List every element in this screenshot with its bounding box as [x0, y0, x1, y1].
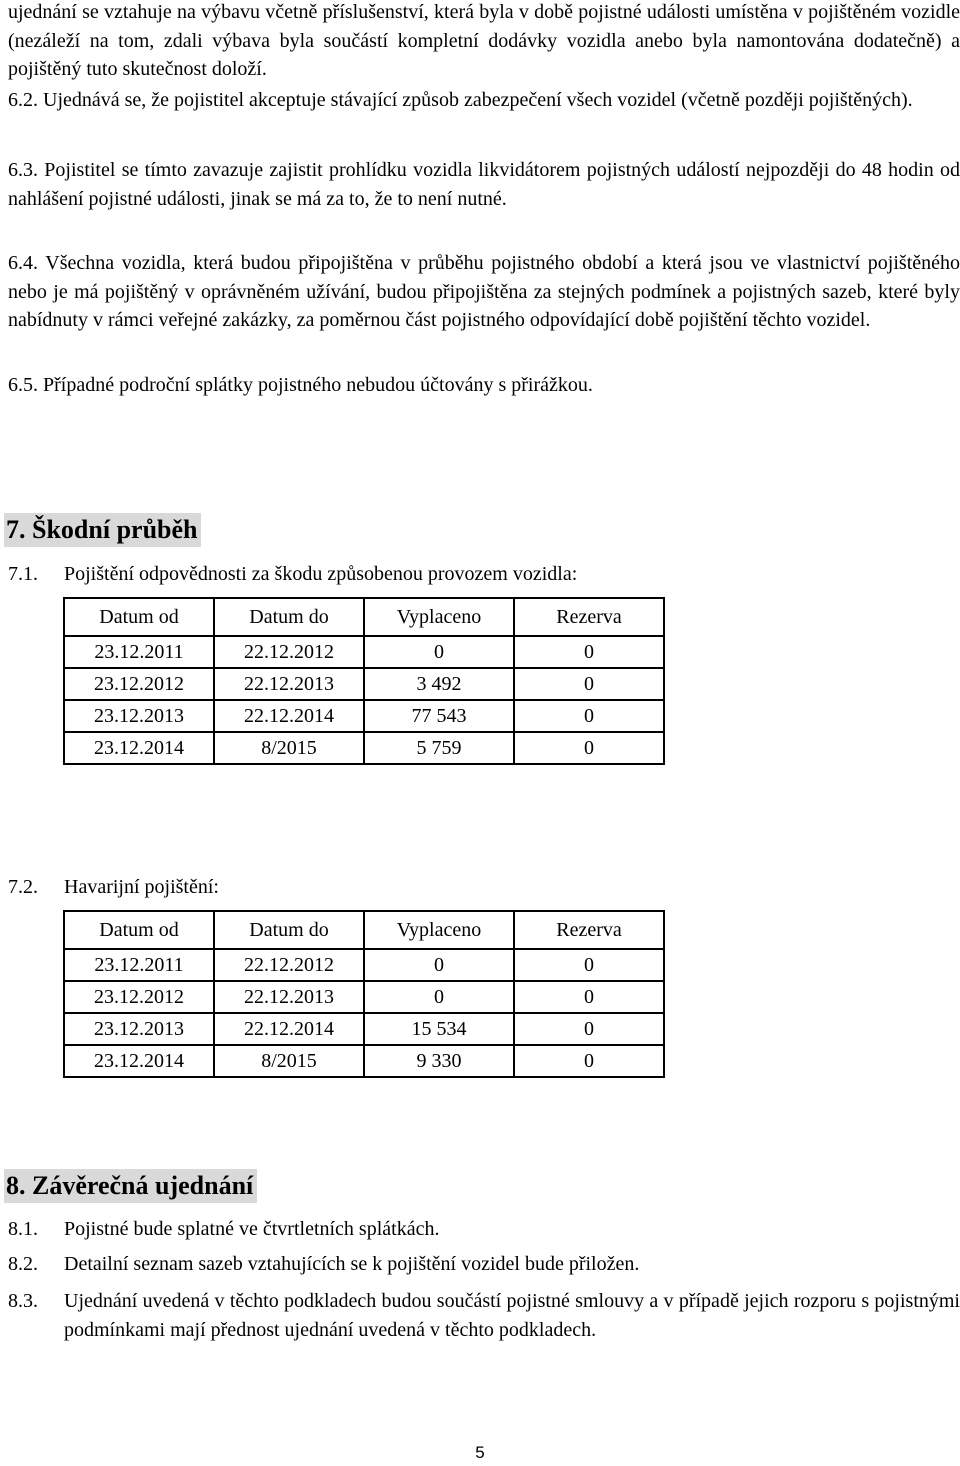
- table-row: [64, 668, 664, 700]
- column-header: Rezerva: [514, 911, 664, 949]
- paragraph-6-4: [8, 249, 960, 335]
- table-cell: 22.12.2014: [214, 1013, 364, 1045]
- subsection-7-1: [8, 560, 960, 589]
- table-cell: 0: [514, 981, 664, 1013]
- subsection-7-2: [8, 873, 960, 902]
- table-cell: 0: [514, 1013, 664, 1045]
- section-heading-7: 7. Škodní průběh: [4, 513, 201, 547]
- paragraph-text: Ujednání uvedená v těchto podkladech budou součástí pojistné smlouvy a v případě jejich rozporu s pojistnými podmínkami mají přednost ujednání uvedená v těchto podkladech.: [64, 1290, 960, 1341]
- paragraph-6-5: [8, 371, 960, 400]
- table-liability-claims: [63, 597, 665, 765]
- table-cell: 77 543: [364, 700, 514, 732]
- paragraph-number: 8.2.: [8, 1253, 38, 1275]
- table-cell: 0: [514, 636, 664, 668]
- paragraph-text: Případné področní splátky pojistného nebudou účtovány s přirážkou.: [43, 374, 593, 396]
- paragraph-text: Pojistné bude splatné ve čtvrtletních splátkách.: [64, 1218, 440, 1240]
- table-header-row: [64, 911, 664, 949]
- paragraph-number: 6.2.: [8, 89, 38, 111]
- paragraph-text: Všechna vozidla, která budou připojištěna v průběhu pojistného období a která jsou ve vlastnictví pojištěného nebo je má pojištěný v oprávněném užívání, budou připojištěna za stejných podmínek a pojistných sazeb, které byly nabídnuty v rámci veřejné zakázky, za poměrnou část pojistného odpovídající době pojištění těchto vozidel.: [8, 252, 960, 331]
- paragraph-number: 6.4.: [8, 252, 38, 274]
- table-cell: 0: [364, 981, 514, 1013]
- paragraph-8-3: [8, 1287, 960, 1344]
- paragraph-6-2: [8, 86, 960, 115]
- table-cell: 23.12.2011: [64, 949, 214, 981]
- table-row: [64, 1045, 664, 1077]
- paragraph-text: Detailní seznam sazeb vztahujících se k pojištění vozidel bude přiložen.: [64, 1253, 640, 1275]
- paragraph-6-3: [8, 156, 960, 213]
- table-cell: 15 534: [364, 1013, 514, 1045]
- table-cell: 0: [514, 668, 664, 700]
- table-cell: 23.12.2012: [64, 668, 214, 700]
- column-header: Vyplaceno: [364, 598, 514, 636]
- table-row: [64, 636, 664, 668]
- table-cell: 23.12.2012: [64, 981, 214, 1013]
- table-cell: 23.12.2013: [64, 1013, 214, 1045]
- paragraph-number: 6.5.: [8, 374, 38, 396]
- paragraph-text: Pojistitel se tímto zavazuje zajistit prohlídku vozidla likvidátorem pojistných událostí nejpozději do 48 hodin od nahlášení pojistné události, jinak se má za to, že to není nutné.: [8, 159, 960, 210]
- table-cell: 0: [364, 949, 514, 981]
- paragraph-continuation: [8, 0, 960, 84]
- table-cell: 0: [514, 949, 664, 981]
- page-number: 5: [475, 1443, 485, 1462]
- table-cell: 0: [514, 700, 664, 732]
- paragraph-number: 8.1.: [8, 1218, 38, 1240]
- table-cell: 8/2015: [214, 1045, 364, 1077]
- table-row: [64, 981, 664, 1013]
- table-cell: 0: [364, 636, 514, 668]
- table-row: [64, 949, 664, 981]
- table-row: [64, 732, 664, 764]
- paragraph-text: ujednání se vztahuje na výbavu včetně příslušenství, která byla v době pojistné události umístěna v pojištěném vozidle (nezáleží na tom, zdali výbava byla součástí kompletní dodávky vozidla anebo byla namontována dodatečně) a pojištěný tuto skutečnost doloží.: [8, 1, 960, 80]
- table-cell: 22.12.2013: [214, 981, 364, 1013]
- column-header: Rezerva: [514, 598, 664, 636]
- table-cell: 22.12.2012: [214, 636, 364, 668]
- table-cell: 9 330: [364, 1045, 514, 1077]
- subsection-number: 7.2.: [8, 876, 38, 898]
- table-cell: 0: [514, 1045, 664, 1077]
- table-cell: 22.12.2012: [214, 949, 364, 981]
- table-cell: 8/2015: [214, 732, 364, 764]
- column-header: Datum do: [214, 911, 364, 949]
- table-row: [64, 1013, 664, 1045]
- column-header: Vyplaceno: [364, 911, 514, 949]
- paragraph-number: 6.3.: [8, 159, 38, 181]
- table-cell: 23.12.2014: [64, 732, 214, 764]
- table-cell: 23.12.2014: [64, 1045, 214, 1077]
- table-cell: 22.12.2014: [214, 700, 364, 732]
- column-header: Datum do: [214, 598, 364, 636]
- column-header: Datum od: [64, 911, 214, 949]
- paragraph-8-1: [8, 1215, 960, 1244]
- table-cell: 22.12.2013: [214, 668, 364, 700]
- subsection-number: 7.1.: [8, 563, 38, 585]
- table-cell: 3 492: [364, 668, 514, 700]
- paragraph-number: 8.3.: [8, 1290, 38, 1312]
- section-heading-8: 8. Závěrečná ujednání: [4, 1169, 257, 1203]
- table-cell: 0: [514, 732, 664, 764]
- subsection-title: Pojištění odpovědnosti za škodu způsobenou provozem vozidla:: [64, 563, 578, 585]
- paragraph-text: Ujednává se, že pojistitel akceptuje stávající způsob zabezpečení všech vozidel (včetně později pojištěných).: [43, 89, 913, 111]
- table-cell: 23.12.2011: [64, 636, 214, 668]
- table-collision-claims: [63, 910, 665, 1078]
- column-header: Datum od: [64, 598, 214, 636]
- table-cell: 5 759: [364, 732, 514, 764]
- table-header-row: [64, 598, 664, 636]
- table-row: [64, 700, 664, 732]
- subsection-title: Havarijní pojištění:: [64, 876, 219, 898]
- paragraph-8-2: [8, 1250, 960, 1279]
- table-cell: 23.12.2013: [64, 700, 214, 732]
